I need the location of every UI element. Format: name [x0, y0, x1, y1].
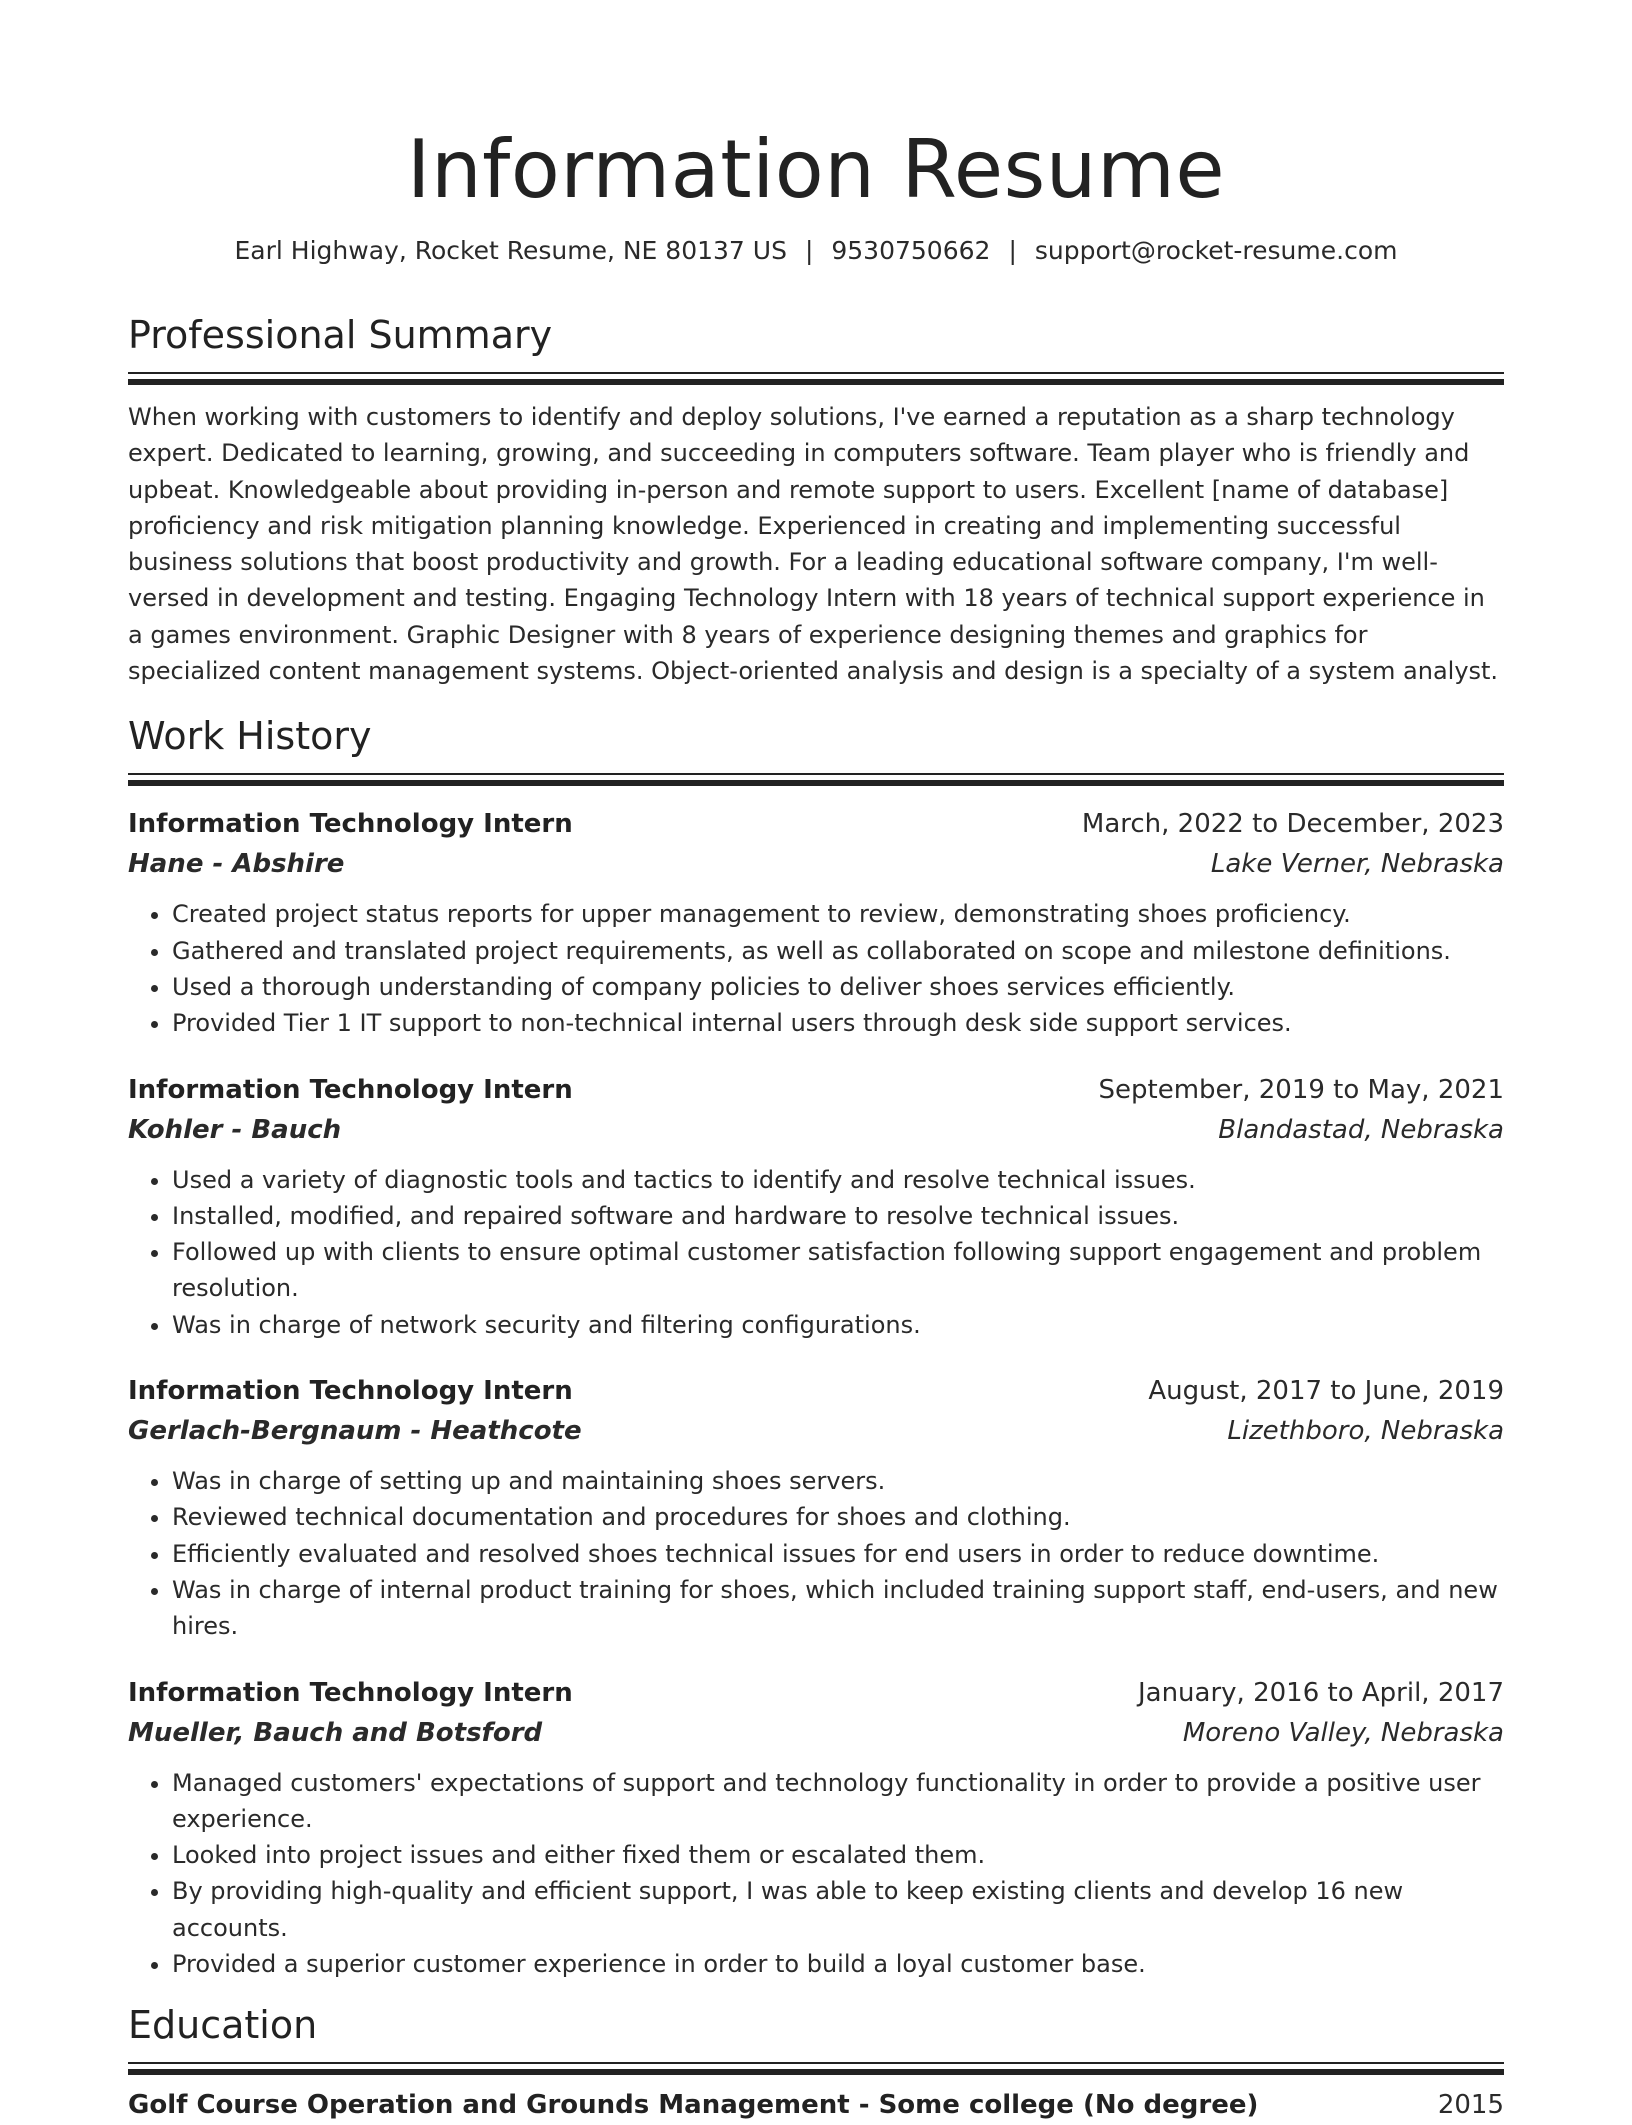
contact-address: Earl Highway, Rocket Resume, NE 80137 US — [234, 236, 787, 265]
job-bullet: • Used a variety of diagnostic tools and tactics to identify and resolve technical issues. — [172, 1162, 1504, 1198]
job-company: Hane - Abshire — [128, 849, 345, 880]
job-title: Information Technology Intern — [128, 1677, 573, 1708]
job-title: Information Technology Intern — [128, 1376, 573, 1407]
education-entry — [128, 2085, 1504, 2125]
job-company: Gerlach-Bergnaum - Heathcote — [128, 1416, 582, 1447]
job-bullet: • Used a thorough understanding of company policies to deliver shoes services efficiently. — [172, 969, 1504, 1005]
job-company-row — [128, 844, 1504, 884]
job-location: Moreno Valley, Nebraska — [1182, 1717, 1504, 1748]
contact-separator: | — [804, 236, 814, 265]
job-location: Lizethboro, Nebraska — [1227, 1416, 1504, 1447]
job-bullet: • Was in charge of internal product training for shoes, which included training support staff, end-users, and new hires. — [172, 1572, 1504, 1645]
job-company: Mueller, Bauch and Botsford — [128, 1717, 543, 1748]
job-bullet: • Looked into project issues and either fixed them or escalated them. — [172, 1837, 1504, 1873]
job-entry — [128, 1371, 1504, 1644]
job-header-row — [128, 1070, 1504, 1110]
job-dates: September, 2019 to May, 2021 — [1098, 1074, 1504, 1105]
job-company-row — [128, 1713, 1504, 1753]
section-divider — [128, 2062, 1504, 2075]
section-divider — [128, 372, 1504, 385]
job-location: Blandastad, Nebraska — [1218, 1114, 1504, 1145]
section-heading-work: Work History — [128, 714, 372, 759]
job-title: Information Technology Intern — [128, 1074, 573, 1105]
contact-separator: | — [1008, 236, 1017, 265]
job-bullet: • Was in charge of network security and filtering configurations. — [172, 1307, 1504, 1343]
section-heading-summary: Professional Summary — [128, 313, 553, 357]
section-divider — [128, 773, 1504, 786]
work-history-section — [128, 713, 1504, 1982]
job-bullet: • Followed up with clients to ensure optimal customer satisfaction following support engagement and problem resolution. — [172, 1234, 1504, 1307]
job-bullets — [128, 1463, 1504, 1644]
job-company: Kohler - Bauch — [128, 1114, 342, 1145]
job-bullet: • Efficiently evaluated and resolved shoes technical issues for end users in order to reduce downtime. — [172, 1536, 1504, 1572]
job-location: Lake Verner, Nebraska — [1210, 849, 1504, 880]
resume-title: Information Resume — [406, 123, 1226, 216]
job-bullet: • Was in charge of setting up and maintaining shoes servers. — [172, 1463, 1504, 1499]
contact-phone: 9530750662 — [831, 236, 991, 265]
education-year: 2015 — [1437, 2090, 1504, 2121]
job-bullet: • Provided Tier 1 IT support to non-technical internal users through desk side support services. — [172, 1005, 1504, 1041]
job-entry — [128, 1070, 1504, 1343]
job-bullets — [128, 1765, 1504, 1983]
job-bullet: • Installed, modified, and repaired software and hardware to resolve technical issues. — [172, 1198, 1504, 1234]
job-entry — [128, 804, 1504, 1041]
job-bullet: • Managed customers' expectations of support and technology functionality in order to provide a positive user experience. — [172, 1765, 1504, 1838]
job-company-row — [128, 1411, 1504, 1451]
education-section — [128, 2002, 1504, 2125]
contact-email: support@rocket-resume.com — [1034, 236, 1398, 265]
job-company-row — [128, 1110, 1504, 1150]
job-dates: March, 2022 to December, 2023 — [1081, 809, 1504, 840]
job-header-row — [128, 804, 1504, 844]
job-header-row — [128, 1673, 1504, 1713]
job-entry — [128, 1673, 1504, 1983]
job-bullet: • Gathered and translated project requirements, as well as collaborated on scope and milestone definitions. — [172, 933, 1504, 969]
education-degree: Golf Course Operation and Grounds Management - Some college (No degree) — [128, 2090, 1259, 2121]
job-dates: January, 2016 to April, 2017 — [1137, 1677, 1504, 1708]
section-heading-education: Education — [128, 2003, 318, 2048]
job-dates: August, 2017 to June, 2019 — [1148, 1376, 1504, 1407]
job-bullet: • Provided a superior customer experience in order to build a loyal customer base. — [172, 1946, 1504, 1982]
job-bullets — [128, 1162, 1504, 1343]
job-title: Information Technology Intern — [128, 809, 573, 840]
job-header-row — [128, 1371, 1504, 1411]
job-bullet: • Reviewed technical documentation and procedures for shoes and clothing. — [172, 1499, 1504, 1535]
job-bullet: • Created project status reports for upper management to review, demonstrating shoes proficiency. — [172, 896, 1504, 932]
resume-page — [128, 0, 1504, 2125]
summary-text: When working with customers to identify and deploy solutions, I've earned a reputation as a sharp technology expert. Dedicated to learning, growing, and succeeding in computers software. Team player who is friendly and upbeat. Knowledgeable about providing in-person and remote support to users. Excellent [name of database] proficiency and risk mitigation planning knowledge. Experienced in creating and implementing successful business solutions that boost productivity and growth. For a leading educational software company, I'm well-versed in development and testing. Engaging Technology Intern with 18 years of technical support experience in a games environment. Graphic Designer with 8 years of experience designing themes and graphics for specialized content management systems. Object-oriented analysis and design is a specialty of a system analyst. — [128, 403, 1499, 686]
job-bullets — [128, 896, 1504, 1041]
professional-summary-section — [128, 312, 1504, 689]
job-bullet: • By providing high-quality and efficient support, I was able to keep existing clients and develop 16 new accounts. — [172, 1873, 1504, 1946]
contact-line — [128, 234, 1504, 268]
